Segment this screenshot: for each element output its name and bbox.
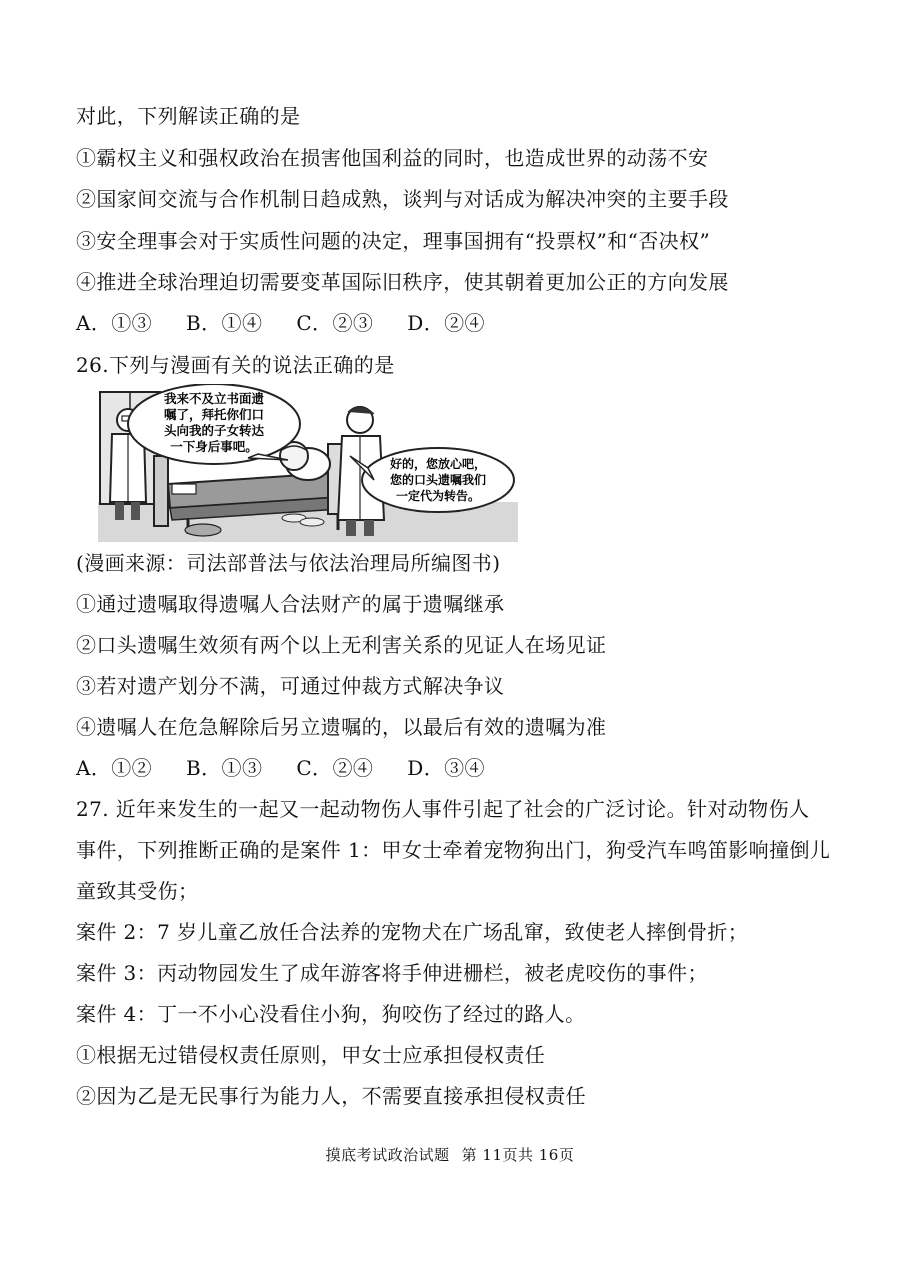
q26-stem: 26.下列与漫画有关的说法正确的是 xyxy=(76,353,395,377)
q25-choices xyxy=(76,309,519,337)
patient-bubble-line-1: 我来不及立书面遗 xyxy=(163,391,265,406)
patient-figure xyxy=(280,442,330,480)
q25-intro: 对此，下列解读正确的是 xyxy=(76,104,301,128)
q26-cartoon-source: (漫画来源：司法部普法与依法治理局所编图书) xyxy=(76,551,501,575)
q26-choice-c: C．②④ xyxy=(296,756,374,780)
q26-choice-b: B．①③ xyxy=(186,756,263,780)
footer-exam-title: 摸底考试政治试题 xyxy=(325,1146,450,1164)
footer-page-number: 第 11页共 16页 xyxy=(461,1146,575,1164)
q26-statement-2: ②口头遗嘱生效须有两个以上无利害关系的见证人在场见证 xyxy=(76,633,607,657)
q25-statement-3: ③安全理事会对于实质性问题的决定，理事国拥有“投票权”和“否决权” xyxy=(76,229,711,253)
q25-statement-2: ②国家间交流与合作机制日趋成熟，谈判与对话成为解决冲突的主要手段 xyxy=(76,187,729,211)
q27-stem-line-3: 童致其受伤； xyxy=(76,879,199,903)
q26-statement-3: ③若对遗产划分不满，可通过仲裁方式解决争议 xyxy=(76,674,505,698)
q26-choice-d: D．③④ xyxy=(407,756,485,780)
q27-stem-line-1: 27. 近年来发生的一起又一起动物伤人事件引起了社会的广泛讨论。针对动物伤人 xyxy=(76,797,810,821)
q27-stem-line-2: 事件，下列推断正确的是案件 1：甲女士牵着宠物狗出门，狗受汽车鸣笛影响撞倒儿 xyxy=(76,838,831,862)
q25-statement-1: ①霸权主义和强权政治在损害他国利益的同时，也造成世界的动荡不安 xyxy=(76,146,709,170)
q25-statement-4: ④推进全球治理迫切需要变革国际旧秩序，使其朝着更加公正的方向发展 xyxy=(76,270,729,294)
q26-choice-a: A．①② xyxy=(76,756,153,780)
patient-bubble-line-4: 一下身后事吧。 xyxy=(170,439,258,454)
page-footer xyxy=(0,1144,900,1165)
q27-statement-2: ②因为乙是无民事行为能力人，不需要直接承担侵权责任 xyxy=(76,1084,586,1108)
q27-case-2: 案件 2：7 岁儿童乙放任合法养的宠物犬在广场乱窜，致使老人摔倒骨折； xyxy=(76,920,749,944)
patient-bubble-line-3: 头向我的子女转达 xyxy=(163,423,265,438)
q27-statement-1: ①根据无过错侵权责任原则，甲女士应承担侵权责任 xyxy=(76,1043,546,1067)
q25-choice-b: B．①④ xyxy=(186,311,263,335)
doctor-bubble-line-1: 好的，您放心吧， xyxy=(389,457,487,471)
doctor-bubble-line-2: 您的口头遗嘱我们 xyxy=(389,473,487,487)
patient-speech-bubble xyxy=(128,384,300,464)
q26-statement-4: ④遗嘱人在危急解除后另立遗嘱的，以最后有效的遗嘱为准 xyxy=(76,715,607,739)
q26-statement-1: ①通过遗嘱取得遗嘱人合法财产的属于遗嘱继承 xyxy=(76,592,505,616)
cartoon-illustration xyxy=(98,384,518,542)
q26-choices xyxy=(76,754,519,782)
q25-choice-d: D．②④ xyxy=(407,311,485,335)
q25-choice-c: C．②③ xyxy=(296,311,374,335)
doctor-bubble-line-3: 一定代为转告。 xyxy=(395,489,481,503)
q25-choice-a: A．①③ xyxy=(76,311,153,335)
q27-case-4: 案件 4：丁一不小心没看住小狗，狗咬伤了经过的路人。 xyxy=(76,1002,586,1026)
q27-case-3: 案件 3：丙动物园发生了成年游客将手伸进栅栏，被老虎咬伤的事件； xyxy=(76,961,708,985)
patient-bubble-line-2: 嘱了，拜托你们口 xyxy=(163,407,265,422)
